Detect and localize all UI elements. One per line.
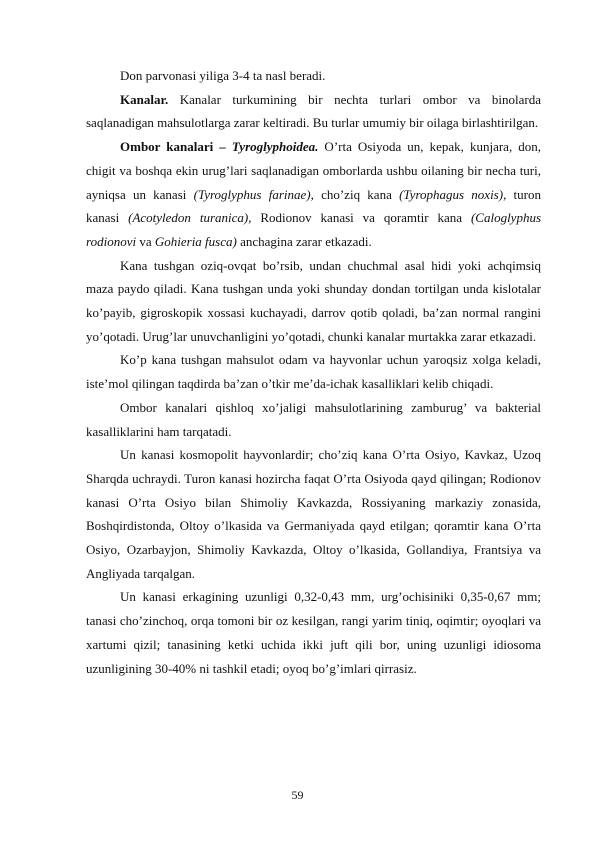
species-name: (Tyroglyphus farinae) xyxy=(193,186,311,202)
latin-family-name: Tyroglyphoidea. xyxy=(225,139,319,155)
paragraph-kanalar xyxy=(86,88,541,135)
text-run: , Rodionov kanasi va qoramtir kana xyxy=(248,210,471,226)
text-run: , turon kanasi xyxy=(86,186,541,226)
text-run: anchagina zarar etkazadi. xyxy=(236,233,372,249)
paragraph-6: Ombor kanalari qishloq xo’jaligi mahsulotlarining zamburug’ va bakterial kasalliklarini ham tarqatadi. xyxy=(86,399,541,439)
text-run: va xyxy=(136,233,155,249)
paragraph-8: Un kanasi erkagining uzunligi 0,32-0,43 mm, urg’ochisiniki 0,35-0,67 mm; tanasi cho’zinchoq, orqa tomoni bir oz kesilgan, rangi yarim tiniq, oqimtir; oyoqlari va xartumi qizil; tanasining ketki uchida ikki juft qili bor, uning uzunligi idiosoma uzunligining 30-40% ni tashkil etadi; oyoq bo’g’imlari qirrasiz. xyxy=(86,589,541,676)
body-text xyxy=(86,64,541,680)
heading-ombor-kanalari: Ombor kanalari – xyxy=(120,139,226,155)
text-run: , cho’ziq kana xyxy=(310,186,400,202)
paragraph-kanalar-body: Kanalar turkumining bir nechta turlari ombor va binolarda saqlanadigan mahsulotlarga zarar keltiradi. Bu turlar umumiy bir oilaga birlashtirilgan. xyxy=(86,91,541,131)
species-name: (Acotyledon turanica) xyxy=(128,210,249,226)
paragraph-ombor-kanalari xyxy=(86,135,541,254)
species-name: Gohieria fusca) xyxy=(154,233,237,249)
text-run: O’rta Osiyoda un, kepak, kunjara, don, chigit va boshqa ekin urug’lari saqlanadigan omborlarda ushbu oilaning bir necha turi, ayniqsa un kanasi xyxy=(86,139,541,202)
paragraph-7: Un kanasi kosmopolit hayvonlardir; cho’ziq kana O’rta Osiyo, Kavkaz, Uzoq Sharqda uchraydi. Turon kanasi hozircha faqat O’rta Osiyoda qayd qilingan; Rodionov kanasi O’rta Osiyo bilan Shimoliy Kavkazda, Rossiyaning markaziy zonasida, Boshqirdistonda, Oltoy o’lkasida va Germaniyada qayd etilgan; qoramtir kana O’rta Osiyo, Ozarbayjon, Shimoliy Kavkazda, Oltoy o’lkasida, Gollandiya, Frantsiya va Angliyada tarqalgan. xyxy=(86,447,541,581)
heading-kanalar: Kanalar. xyxy=(120,91,169,107)
paragraph-1: Don parvonasi yiliga 3-4 ta nasl beradi. xyxy=(120,68,326,83)
species-name: (Tyrophagus noxis) xyxy=(399,186,504,202)
species-name: (Caloglyphus rodionovi xyxy=(86,210,542,249)
page-number: 59 xyxy=(291,788,304,802)
paragraph-4: Kana tushgan oziq-ovqat bo’rsib, undan chuchmal asal hidi yoki achqimsiq maza paydo qiladi. Kana tushgan unda yoki shunday dondan tortilgan unda kislotalar ko’payib, gigroskopik xossasi kuchayadi, darrov qotib qoladi, ba’zan normal rangini yo’qotadi. Urug’lar unuvchanligini yo’qotadi, chunki kanalar murtakka zarar etkazadi. xyxy=(86,257,541,344)
paragraph-5: Ko’p kana tushgan mahsulot odam va hayvonlar uchun yaroqsiz xolga keladi, iste’mol qilingan taqdirda ba’zan o’tkir me’da-ichak kasalliklari kelib chiqadi. xyxy=(86,352,541,392)
